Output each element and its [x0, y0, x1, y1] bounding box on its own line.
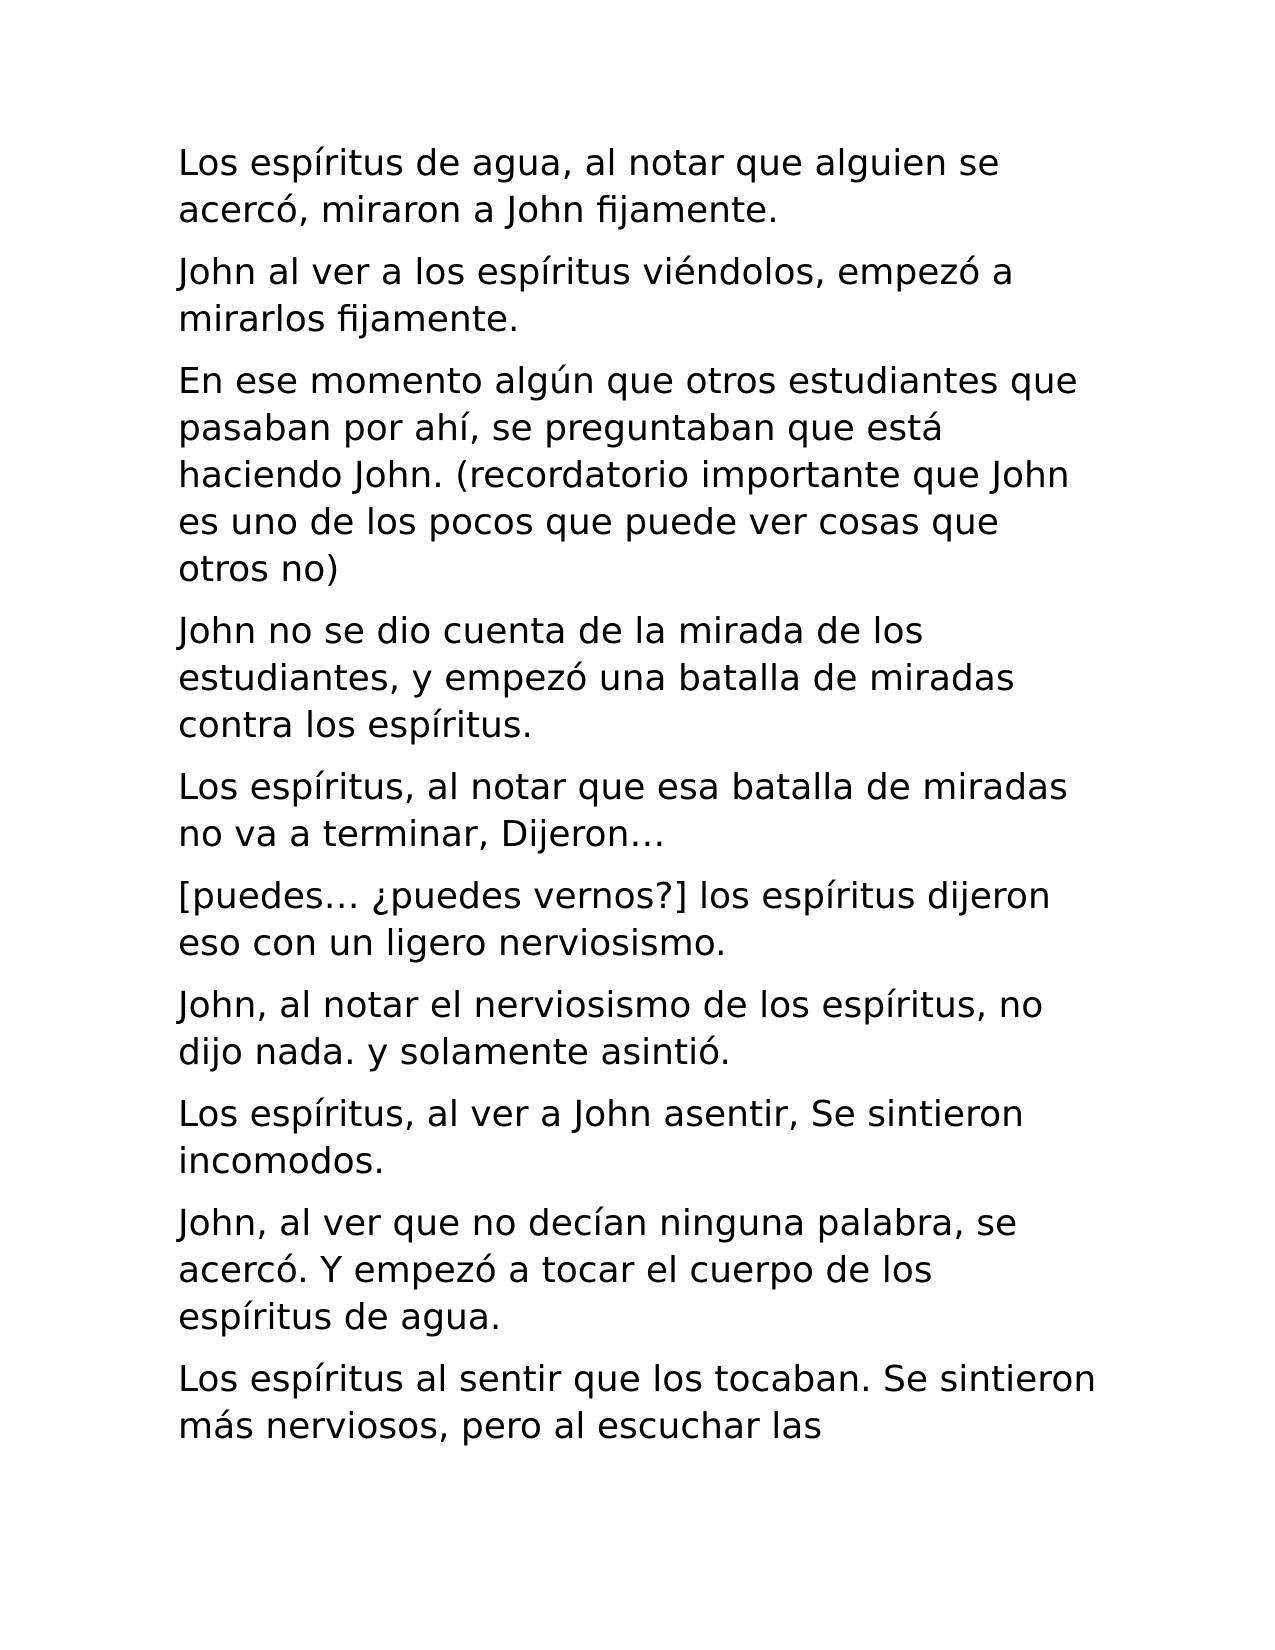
paragraph-4: John no se dio cuenta de la mirada de los estudiantes, y empezó una batalla de miradas contra los espíritus. [178, 611, 1015, 746]
paragraph-8: Los espíritus, al ver a John asentir, Se sintieron incomodos. [178, 1094, 1024, 1182]
paragraph-10: Los espíritus al sentir que los tocaban. Se sintieron más nerviosos, pero al escuchar las [178, 1359, 1097, 1447]
paragraph-1: Los espíritus de agua, al notar que alguien se acercó, miraron a John fijamente. [178, 143, 1000, 231]
paragraph-6: [puedes… ¿puedes vernos?] los espíritus dijeron eso con un ligero nerviosismo. [178, 876, 1051, 964]
paragraph-5: Los espíritus, al notar que esa batalla de miradas no va a terminar, Dijeron… [178, 767, 1068, 855]
paragraph-9: John, al ver que no decían ninguna palabra, se acercó. Y empezó a tocar el cuerpo de los espíritus de agua. [178, 1203, 1018, 1338]
paragraph-3: En ese momento algún que otros estudiantes que pasaban por ahí, se preguntaban que está haciendo John. (recordatorio importante que John es uno de los pocos que puede ver cosas que otros no) [178, 361, 1078, 590]
paragraph-7: John, al notar el nerviosismo de los espíritus, no dijo nada. y solamente asintió. [178, 985, 1044, 1073]
document-body [178, 140, 1098, 1465]
paragraph-2: John al ver a los espíritus viéndolos, empezó a mirarlos fijamente. [178, 252, 1014, 340]
